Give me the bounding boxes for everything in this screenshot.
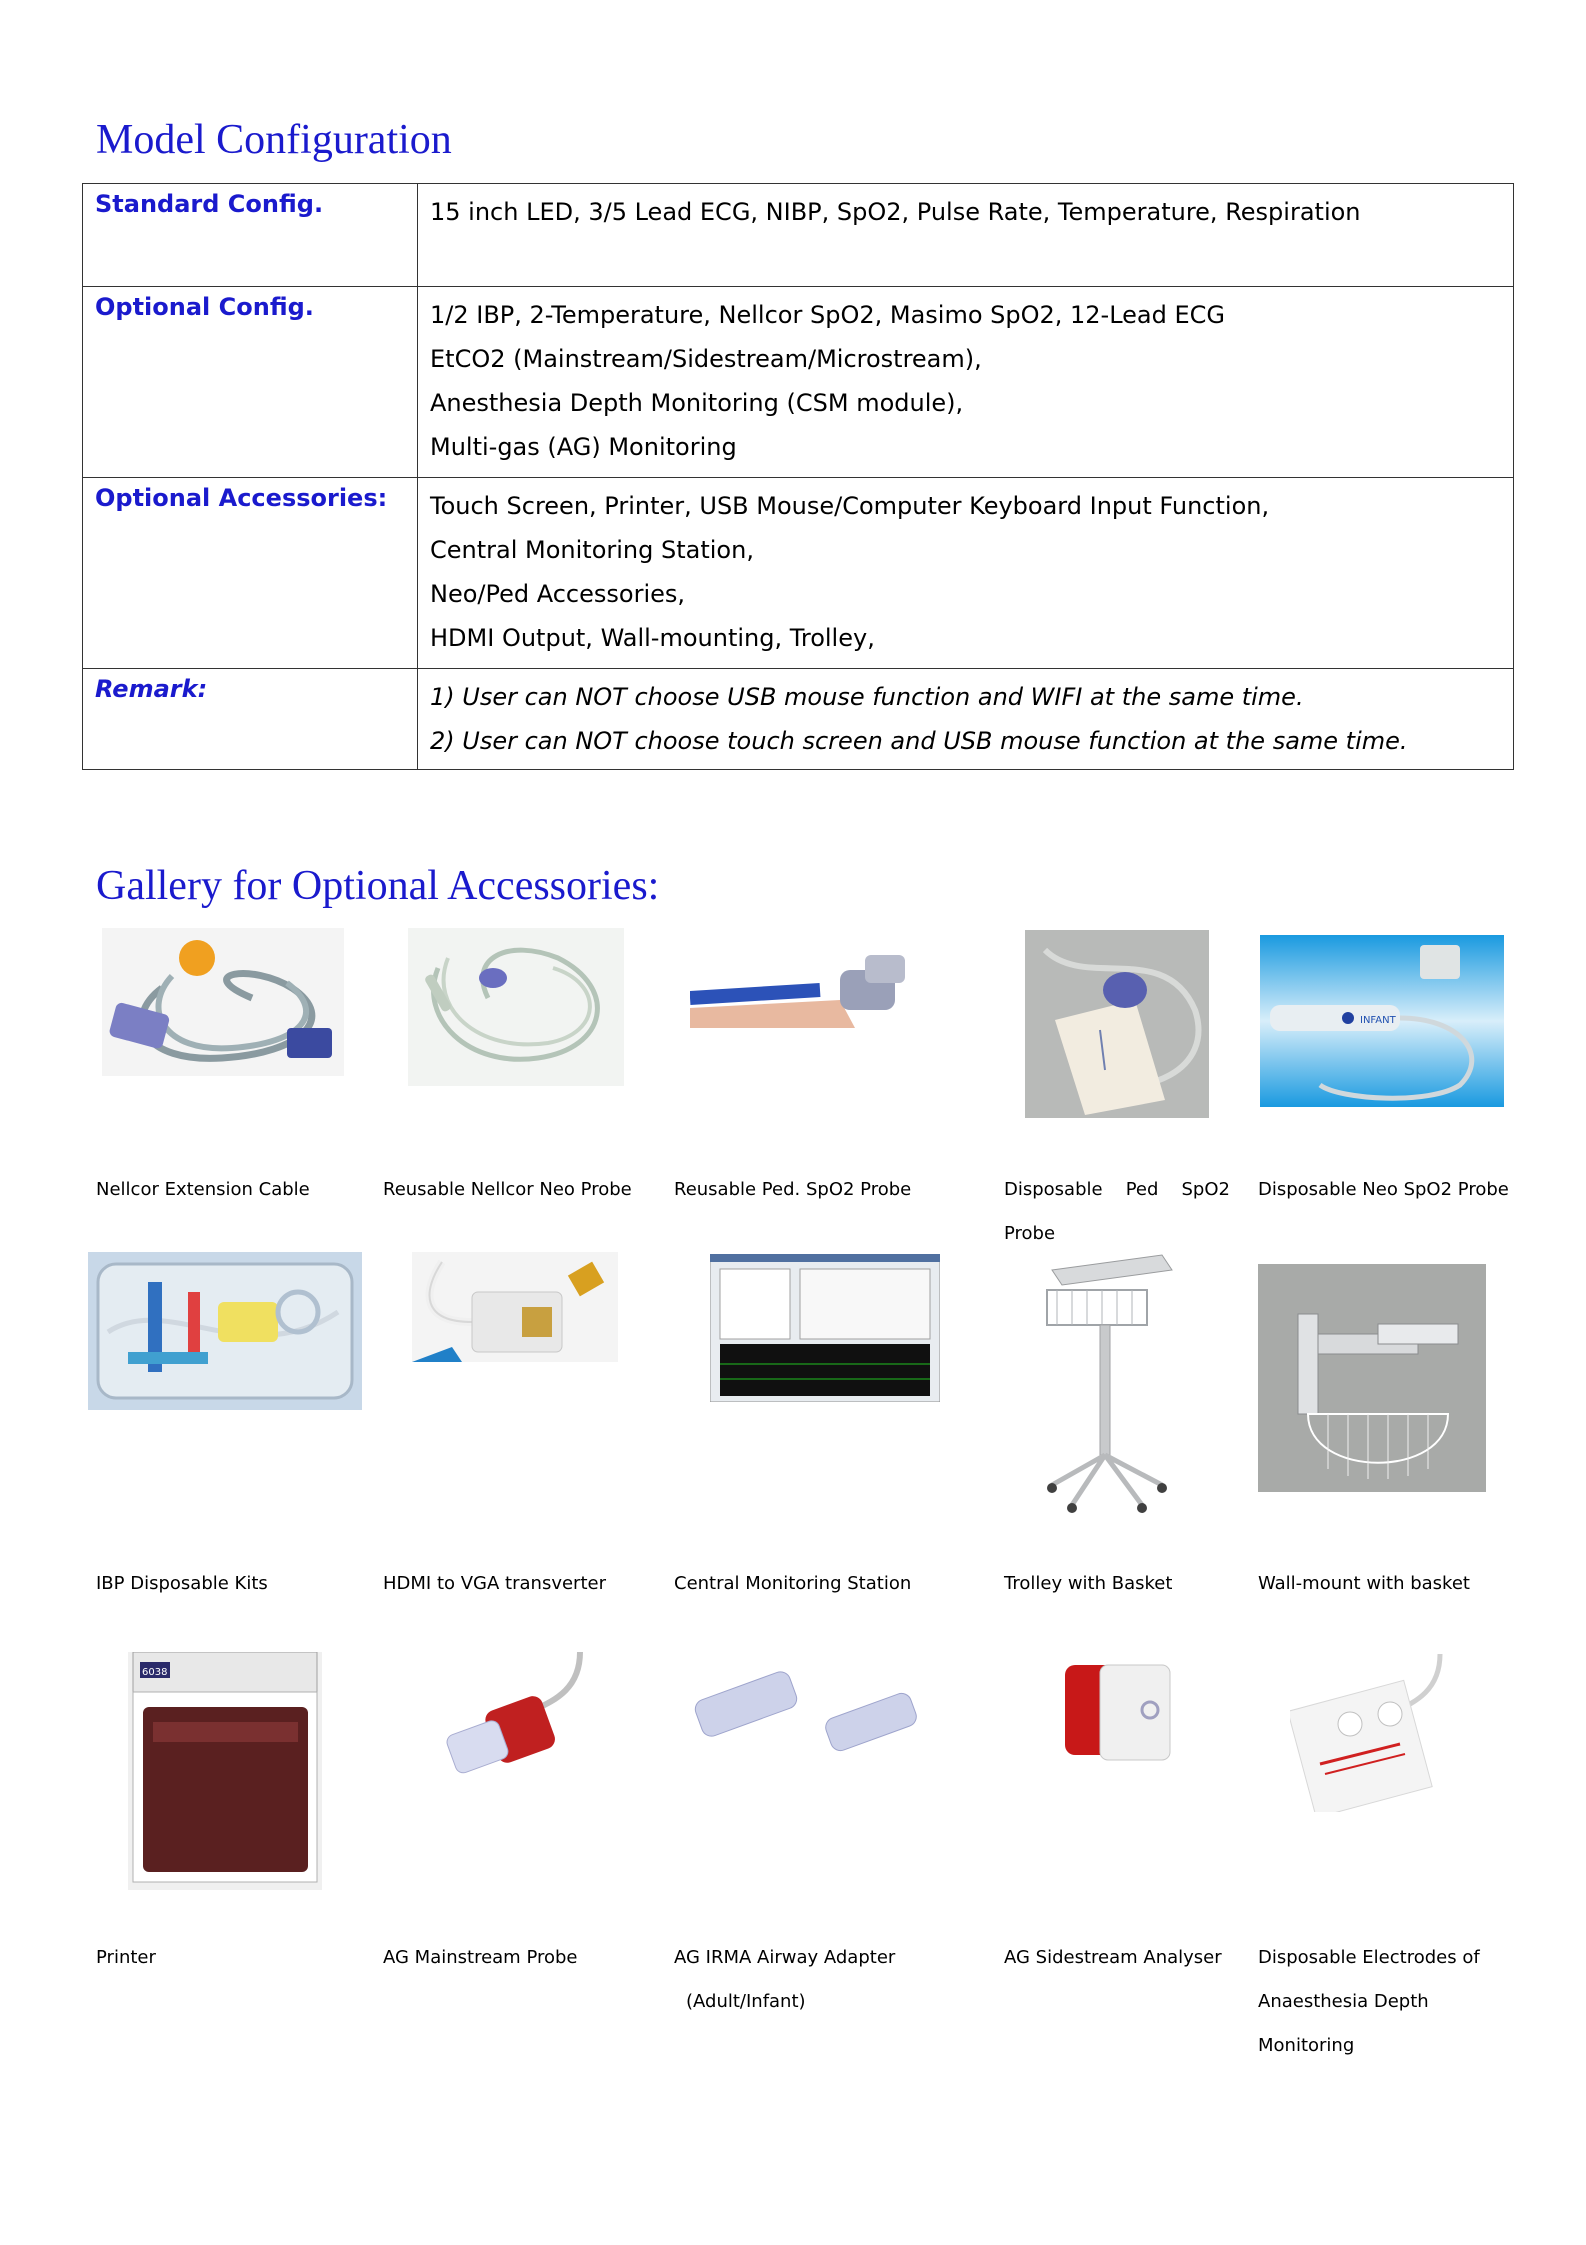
gallery-heading: Gallery for Optional Accessories:	[96, 863, 660, 909]
ag-mainstream-probe-image	[440, 1652, 588, 1798]
printer-model-text: 6038	[142, 1667, 168, 1678]
caption-ag-sidestream-analyser: AG Sidestream Analyser	[1004, 1947, 1222, 1968]
caption-disposable-ped-spo2-probe	[1004, 1168, 1230, 1256]
config-row-standard	[83, 184, 1514, 287]
ag-sidestream-analyser-image	[1060, 1660, 1178, 1766]
config-label: Optional Accessories:	[83, 478, 418, 669]
trolley-with-basket-image	[1032, 1250, 1178, 1518]
config-table	[82, 183, 1514, 770]
config-line: 2) User can NOT choose touch screen and USB mouse function at the same time.	[430, 727, 1408, 755]
config-line: 1) User can NOT choose USB mouse function and WIFI at the same time.	[430, 683, 1304, 711]
config-line: Neo/Ped Accessories,	[430, 580, 686, 608]
central-monitoring-station-image	[710, 1254, 940, 1402]
caption-word: Disposable	[1004, 1179, 1103, 1200]
config-row-remark	[83, 669, 1514, 770]
config-line: Touch Screen, Printer, USB Mouse/Computer Keyboard Input Function,	[430, 492, 1270, 520]
config-line: 15 inch LED, 3/5 Lead ECG, NIBP, SpO2, Pulse Rate, Temperature, Respiration	[430, 198, 1361, 226]
caption-reusable-ped-spo2-probe: Reusable Ped. SpO2 Probe	[674, 1179, 912, 1200]
caption-word: Ped	[1125, 1179, 1159, 1200]
config-label: Standard Config.	[83, 184, 418, 287]
config-line: Anesthesia Depth Monitoring (CSM module),	[430, 389, 964, 417]
caption-hdmi-to-vga-transverter: HDMI to VGA transverter	[383, 1573, 606, 1594]
config-line: EtCO2 (Mainstream/Sidestream/Microstream),	[430, 345, 982, 373]
disposable-ped-spo2-probe-image	[1025, 930, 1209, 1118]
wall-mount-with-basket-image	[1258, 1264, 1486, 1492]
config-line: Central Monitoring Station,	[430, 536, 754, 564]
caption-ibp-disposable-kits: IBP Disposable Kits	[96, 1573, 268, 1594]
caption-ag-irma-airway-adapter	[674, 1936, 895, 2024]
nellcor-extension-cable-image	[102, 928, 344, 1076]
config-line: Multi-gas (AG) Monitoring	[430, 433, 737, 461]
config-value	[418, 669, 1514, 770]
config-line: HDMI Output, Wall-mounting, Trolley,	[430, 624, 875, 652]
caption-word: SpO2	[1181, 1179, 1230, 1200]
model-configuration-heading: Model Configuration	[96, 117, 452, 163]
caption-trolley-with-basket: Trolley with Basket	[1004, 1573, 1173, 1594]
caption-line: (Adult/Infant)	[686, 1991, 806, 2012]
ag-irma-airway-adapter-image	[686, 1660, 936, 1772]
caption-printer: Printer	[96, 1947, 156, 1968]
caption-reusable-nellcor-neo-probe: Reusable Nellcor Neo Probe	[383, 1179, 632, 1200]
config-row-optional	[83, 287, 1514, 478]
caption-line: Anaesthesia Depth	[1258, 1991, 1429, 2012]
hdmi-to-vga-transverter-image	[412, 1252, 618, 1362]
config-value	[418, 478, 1514, 669]
config-value	[418, 287, 1514, 478]
printer-image	[128, 1652, 322, 1890]
caption-wall-mount-with-basket: Wall-mount with basket	[1258, 1573, 1470, 1594]
probe-label-text: INFANT	[1360, 1015, 1396, 1026]
reusable-nellcor-neo-probe-image	[408, 928, 624, 1086]
config-line: 1/2 IBP, 2-Temperature, Nellcor SpO2, Masimo SpO2, 12-Lead ECG	[430, 301, 1226, 329]
caption-central-monitoring-station: Central Monitoring Station	[674, 1573, 912, 1594]
reusable-ped-spo2-probe-image	[690, 950, 920, 1028]
disposable-electrodes-image	[1290, 1654, 1464, 1812]
config-row-accessories	[83, 478, 1514, 669]
caption-ag-mainstream-probe: AG Mainstream Probe	[383, 1947, 578, 1968]
config-label: Remark:	[83, 669, 418, 770]
caption-word: Probe	[1004, 1223, 1056, 1244]
caption-disposable-electrodes	[1258, 1936, 1480, 2068]
caption-nellcor-extension-cable: Nellcor Extension Cable	[96, 1179, 310, 1200]
config-value	[418, 184, 1514, 287]
ibp-disposable-kits-image	[88, 1252, 362, 1410]
caption-line: Monitoring	[1258, 2035, 1355, 2056]
caption-disposable-neo-spo2-probe: Disposable Neo SpO2 Probe	[1258, 1179, 1509, 1200]
caption-line: AG IRMA Airway Adapter	[674, 1947, 896, 1968]
config-label: Optional Config.	[83, 287, 418, 478]
caption-line: Disposable Electrodes of	[1258, 1947, 1480, 1968]
disposable-neo-spo2-probe-image	[1260, 935, 1504, 1107]
